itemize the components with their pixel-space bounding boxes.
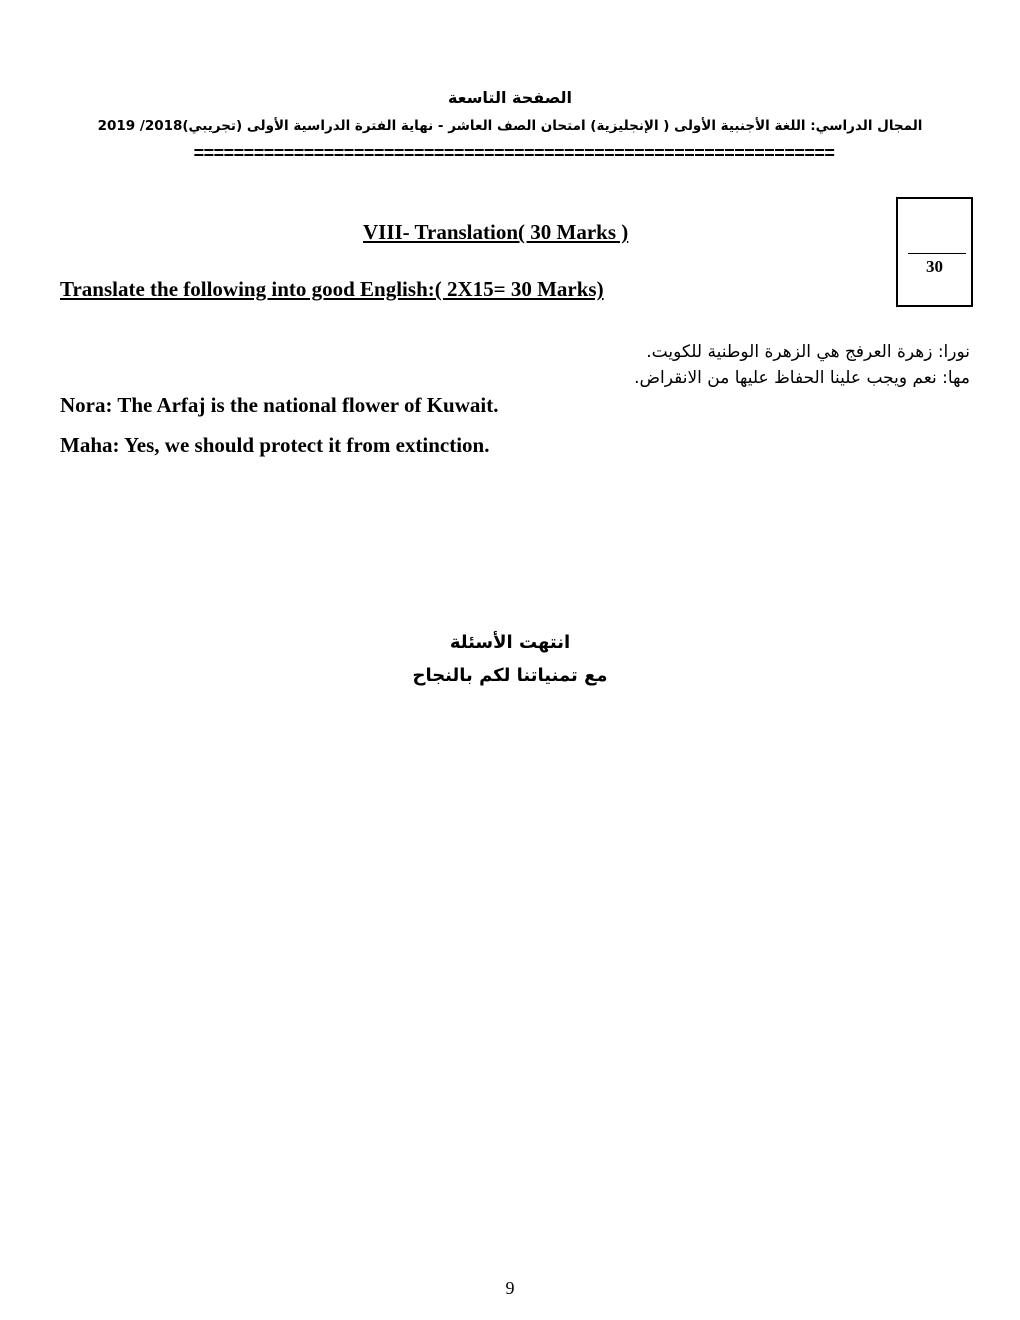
closing-good-luck: مع تمنياتنا لكم بالنجاح xyxy=(412,665,608,686)
score-blank-line xyxy=(908,253,966,254)
page-header-subtitle: المجال الدراسي: اللغة الأجنبية الأولى ( الإنجليزية) امتحان الصف العاشر - نهاية الفترة الدراسية الأولى (تجريبي)2018/ 2019 xyxy=(97,118,923,134)
page-header-title: الصفحة التاسعة xyxy=(447,88,573,107)
translation-answer-2: Maha: Yes, we should protect it from extinction. xyxy=(60,433,490,457)
closing-end-of-questions: انتهت الأسئلة xyxy=(449,632,571,653)
score-total: 30 xyxy=(926,257,943,276)
arabic-sentence-1: نورا: زهرة العرفج هي الزهرة الوطنية للكويت. xyxy=(646,342,970,362)
section-heading: VIII- Translation( 30 Marks ) xyxy=(363,220,629,244)
translation-answer-1: Nora: The Arfaj is the national flower of Kuwait. xyxy=(60,393,499,417)
score-box xyxy=(896,197,973,307)
header-divider: ================================================================ xyxy=(193,143,835,163)
page-number: 9 xyxy=(505,1278,515,1298)
arabic-sentence-2: مها: نعم ويجب علينا الحفاظ عليها من الانقراض. xyxy=(634,368,970,388)
section-instruction: Translate the following into good English:( 2X15= 30 Marks) xyxy=(60,277,604,301)
